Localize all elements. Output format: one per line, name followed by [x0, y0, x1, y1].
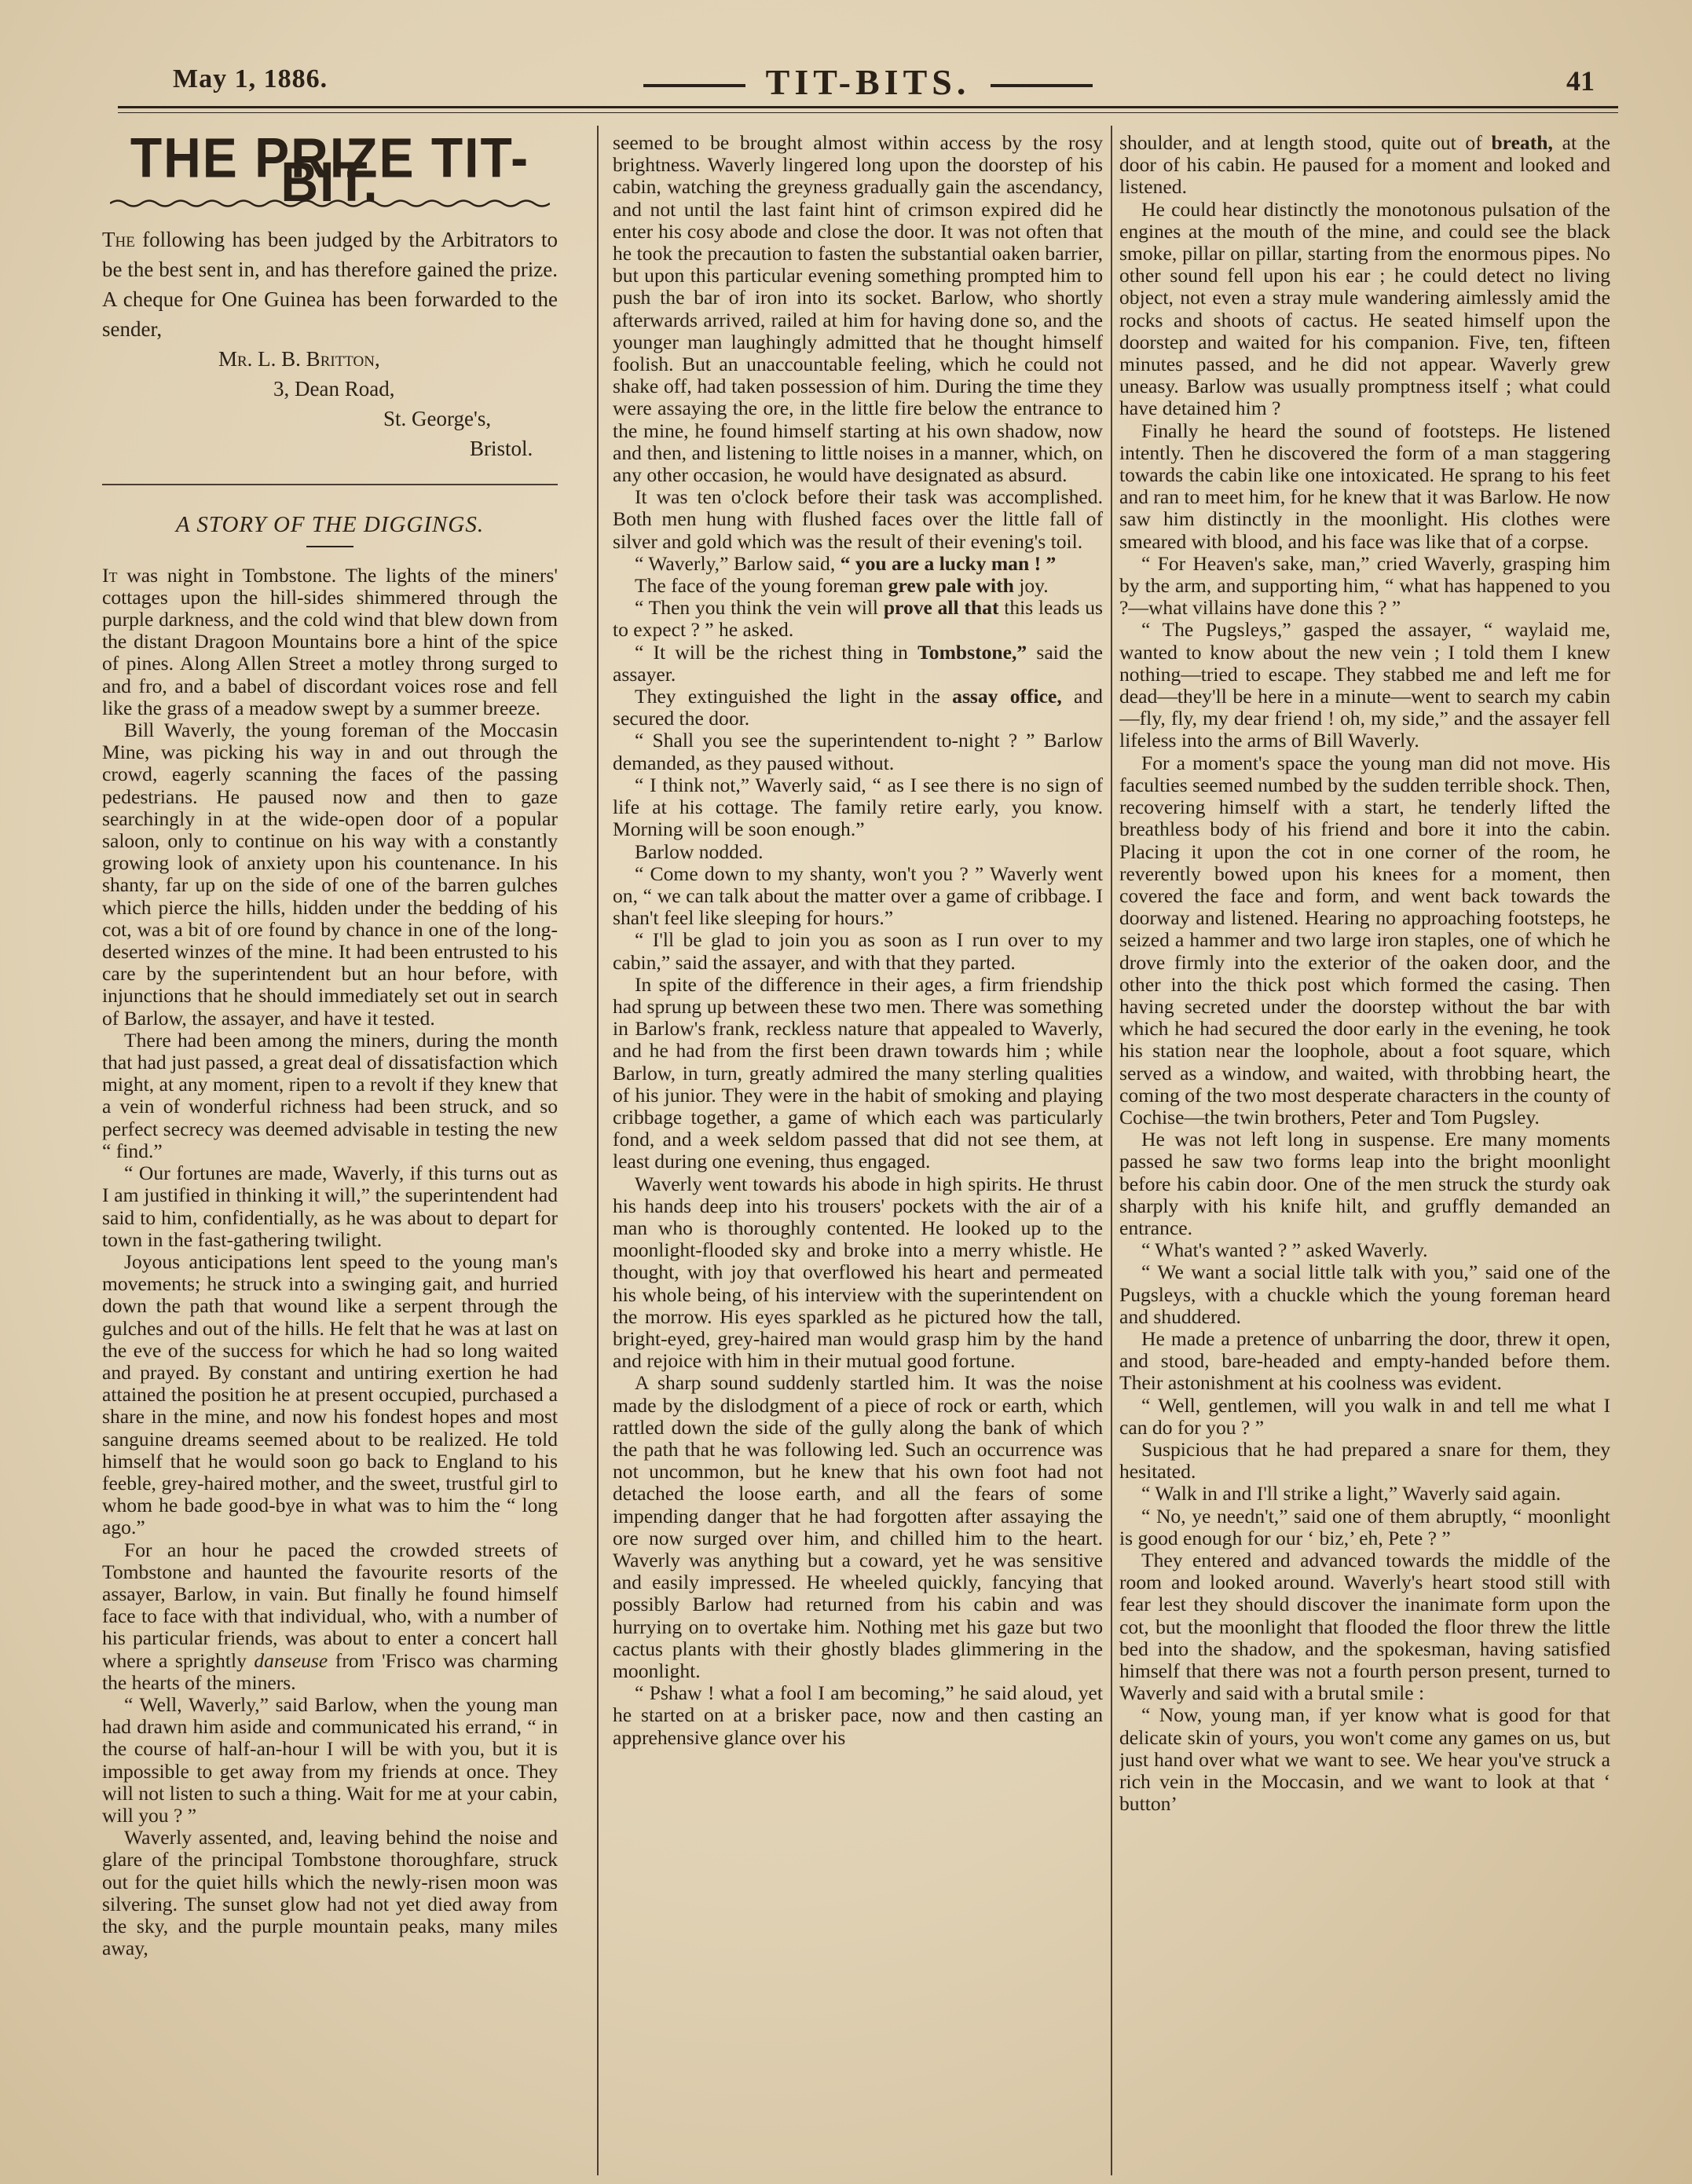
column-2	[613, 132, 1103, 2174]
title-underline	[306, 546, 353, 547]
paragraph: Bill Waverly, the young foreman of the Moccasin Mine, was picking his way in and out through the crowd, eagerly scanning the faces of the passing pedestrians. He paused now and then to gaze searchingly in at the wide-open door of a popular saloon, only to continue on his way with a constantly growing look of anxiety upon his countenance. In his shanty, far up on the side of one of the barren gulches which pierce the hills, hidden under the bedding of his cot, was a bit of ore found by chance in one of the long-deserted winzes of the mine. It had been entrusted to his care by the superintendent but an hour before, with injunctions that he should immediately set out in search of Barlow, the assayer, and have it tested.	[102, 719, 558, 1030]
paragraph: He was not left long in suspense. Ere many moments passed he saw two forms leap into the bright moonlight before his cabin door. One of the men struck the sturdy oak sharply with his knife hilt, and gruffly demanded an entrance.	[1119, 1128, 1610, 1239]
bold-text: Tombstone,”	[917, 640, 1027, 664]
paragraph: seemed to be brought almost within access by the rosy brightness. Waverly lingered long upon the doorstep of his cabin, watching the greyness gradually gain the ascendancy, and not until the last faint hint of crimson expired did he enter his cosy abode and close the door. It was not often that he took the precaution to fasten the substantial oaken barrier, but upon this particular evening something prompted him to push the bar of iron into its socket. Barlow, who shortly afterwards arrived, railed at him for having done so, and the younger man laughingly admitted that he thought himself foolish. But an unaccountable feeling, which he could not shake off, had taken possession of him. During the time they were assaying the ore, in the little fire below the entrance to the mine, he found himself starting at his own shadow, now and then, and listening to little noises in a manner, which, on any other occasion, he would have designated as absurd.	[613, 132, 1103, 487]
header-rule-thick	[118, 106, 1618, 108]
sender-address	[102, 344, 558, 463]
paragraph: Barlow nodded.	[635, 840, 764, 863]
paragraph-text: “ Then you think the vein will	[635, 596, 879, 620]
paragraph-text: this leads us to expect ? ” he asked.	[613, 596, 1103, 642]
paragraph: “ I'll be glad to join you as soon as I run over to my cabin,” said the assayer, and with that they parted.	[613, 928, 1103, 974]
paragraph: “ Pshaw ! what a fool I am becoming,” he said aloud, yet he started on at a brisker pace, now and then casting an apprehensive glance over his	[613, 1681, 1103, 1749]
section-divider	[102, 484, 558, 485]
paragraph	[102, 1539, 558, 1694]
paragraph: “ Walk in and I'll strike a light,” Waverly said again.	[1141, 1482, 1562, 1505]
paragraph-text: For an hour he paced the crowded streets of Tombstone and haunted the favourite resorts of the assayer, Barlow, in vain. But finally he found himself face to face with that individual, who, with a number of his particular friends, was about to enter a concert hall where a sprightly	[102, 1538, 558, 1672]
paragraph: Joyous anticipations lent speed to the young man's movements; he struck into a swinging gait, and hurried down the path that wound like a serpent through the gulches and out of the hills. He felt that he was at last on the eve of the success for which he had so long waited and prayed. By constant and untiring exertion he had attained the position he at present occupied, purchased a share in the mine, and now his fondest hopes and most sanguine dreams seemed about to be realized. He told himself that he would soon go back to England to his feeble, grey-haired mother, and the sweet, trustful girl to whom he bade good-bye in what was to him the “ long ago.”	[102, 1249, 558, 1539]
header-rule-thin	[118, 112, 1618, 113]
paragraph-text: was night in Tombstone. The lights of the miners' cottages upon the hill-sides shimmered through the purple darkness, and the cold wind that blew down from the distant Dragoon Mountains bore a hint of the spice of pines. Along Allen Street a motley throng surged to and fro, and a babel of discordant voices rose and fell like the grass of a meadow swept by a summer breeze.	[102, 563, 558, 719]
paragraph: “ No, ye needn't,” said one of them abruptly, “ moonlight is good enough for our ‘ biz,’ eh, Pete ? ”	[1119, 1504, 1610, 1549]
paragraph: “ Come down to my shanty, won't you ? ” Waverly went on, “ we can talk about the matter over a game of cribbage. I shan't feel like sleeping for hours.”	[613, 862, 1103, 930]
paragraph: “ What's wanted ? ” asked Waverly.	[1141, 1238, 1428, 1262]
paragraph: In spite of the difference in their ages, a firm friendship had sprung up between these two men. There was something in Barlow's frank, reckless nature that appealed to Waverly, and he had from the first been drawn towards him ; while Barlow, in turn, greatly admired the many sterling qualities of his junior. They were in the habit of smoking and playing cribbage together, a game of which each was particularly fond, and a week seldom passed that did not see them, at least during one evening, thus engaged.	[613, 972, 1103, 1173]
masthead-rule-left	[643, 84, 745, 87]
paragraph-text: said the assayer.	[613, 640, 1103, 686]
paragraph: “ Shall you see the superintendent to-night ? ” Barlow demanded, as they paused without.	[613, 729, 1103, 774]
issue-date: May 1, 1886.	[173, 64, 328, 93]
column-3	[1119, 132, 1610, 2174]
masthead	[118, 61, 1618, 103]
paragraph	[102, 565, 558, 719]
paragraph: It was ten o'clock before their task was accomplished. Both men hung with flushed faces over the little fall of silver and gold which was the result of their evening's toil.	[613, 485, 1103, 553]
paragraph: There had been among the miners, during the month that had just passed, a great deal of dissatisfaction which might, at any moment, ripen to a revolt if they knew that a vein of wonderful richness had been struck, and so perfect secrecy was deemed advisable in testing the new “ find.”	[102, 1028, 558, 1162]
intro-text: following has been judged by the Arbitrators to be the best sent in, and has therefore gained the prize. A cheque for One Guinea has been forwarded to the sender,	[102, 228, 558, 342]
intro-first-word: The	[102, 228, 135, 252]
paragraph-text: The face of the young foreman	[635, 574, 884, 598]
paragraph-text: at the door of his cabin. He paused for a moment and looked and listened.	[1119, 132, 1610, 199]
paragraph-text: and secured the door.	[613, 685, 1103, 730]
masthead-title: TIT-BITS.	[765, 62, 971, 102]
paragraph: He could hear distinctly the monotonous pulsation of the engines at the mouth of the mine, and could see the black smoke, pillar on pillar, starting from the enormous pipes. No other sound fell upon his ear ; he could detect no living object, not even a stray mule wandering aimlessly amid the rocks and shoots of cactus. He seated himself upon the doorstep and waited for his companion. Five, ten, fifteen minutes passed, and he did not appear. Waverly grew uneasy. Barlow was usually promptness itself ; what could have detained him ?	[1119, 197, 1610, 420]
paragraph	[1119, 132, 1610, 199]
paragraph: A sharp sound suddenly startled him. It was the noise made by the dislodgment of a piece of rock or earth, which rattled down the side of the gully along the bank of which the path that he was following led. Such an occurrence was not uncommon, but he knew that his own foot had not detached the loose earth, and all the fears of some impending danger that he had forgotten after assaying the ore now surged over him, and chilled him to the heart. Waverly was anything but a coward, yet he was sensitive and easily impressed. He wheeled quickly, fancying that possibly Barlow had returned from his cabin and was hurrying on to overtake him. Nothing met his gaze but two cactus plants with their ghostly blades glimmering in the moonlight.	[613, 1371, 1103, 1683]
italic-word: danseuse	[254, 1648, 328, 1672]
address-line-1: 3, Dean Road,	[273, 377, 395, 401]
bold-text: breath,	[1491, 132, 1553, 154]
bold-text: assay office,	[952, 685, 1062, 708]
paragraph: “ Well, gentlemen, will you walk in and tell me what I can do for you ? ”	[1119, 1393, 1610, 1439]
paragraph	[613, 642, 1103, 686]
story-first-word: It	[102, 563, 118, 587]
paragraph-text: joy.	[1019, 574, 1049, 598]
paragraph-text: They extinguished the light in the	[635, 685, 940, 708]
paragraph-text: from 'Frisco was charming the hearts of the miners.	[102, 1648, 558, 1694]
paragraph: “ Our fortunes are made, Waverly, if this turns out as I am justified in thinking it will,” the superintendent had said to him, confidentially, as he was about to depart for town in the fast-gathering twilight.	[102, 1162, 558, 1251]
sender-name: Mr. L. B. Britton,	[218, 347, 380, 371]
paragraph	[613, 575, 1103, 597]
page-number: 41	[1566, 65, 1595, 97]
paragraph: “ Now, young man, if yer know what is good for that delicate skin of yours, you won't come any games on us, but just hand over what we want to see. We hear you've struck a rich vein in the Moccasin, and we want to look at that ‘ button’	[1119, 1703, 1610, 1816]
paragraph: He made a pretence of unbarring the door, threw it open, and stood, bare-headed and empty-handed before them. Their astonishment at his coolness was evident.	[1119, 1326, 1610, 1395]
column-divider-1	[597, 126, 599, 2175]
address-line-2: St. George's,	[383, 407, 492, 431]
address-line-3: Bristol.	[470, 437, 533, 461]
paragraph: “ Well, Waverly,” said Barlow, when the young man had drawn him aside and communicated his errand, “ in the course of half-an-hour I will be with you, but it is impossible to get away from my friends at once. They will not listen to such a thing. Wait for me at your cabin, will you ? ”	[102, 1692, 558, 1827]
paragraph-text: “ It will be the richest thing in	[635, 640, 908, 664]
paragraph: “ The Pugsleys,” gasped the assayer, “ waylaid me, wanted to know about the new vein ; I told them I knew nothing—tried to escape. They stabbed me and left me for dead—they'll be here in a minute—went to search my cabin—fly, fly, my dear friend ! oh, my side,” and the assayer fell lifeless into the arms of Bill Waverly.	[1119, 618, 1610, 752]
prize-intro	[102, 225, 558, 344]
paragraph: They entered and advanced towards the middle of the room and looked around. Waverly's heart stood still with fear lest they should discover the inanimate form upon the cot, but the moonlight that flooded the floor threw the little bed into the shadow, and the spokesman, having satisfied himself that there was not a fourth person present, turned to Waverly and said with a brutal smile :	[1119, 1549, 1610, 1705]
masthead-rule-right	[991, 84, 1093, 87]
bold-text: grew pale with	[888, 574, 1014, 598]
paragraph: Finally he heard the sound of footsteps. He listened intently. Then he discovered the form of a man staggering towards the cabin like one intoxicated. He sprang to his feet and ran to meet him, for he knew that it was Barlow. He now saw him distinctly in the moonlight. His clothes were smeared with blood, and his face was like that of a corpse.	[1119, 419, 1610, 553]
paragraph: Waverly went towards his abode in high spirits. He thrust his hands deep into his trousers' pockets with the air of a man who is thoroughly contented. He looked up to the moonlight-flooded sky and broke into a merry whistle. He thought, with joy that overflowed his heart and permeated his whole being, of his interview with the superintendent on the morrow. His eyes sparkled as he pictured how the tall, bright-eyed, grey-haired man would grasp him by the hand and rejoice with him in their mutual good fortune.	[613, 1172, 1103, 1373]
prize-heading: THE PRIZE TIT-BIT.	[130, 132, 530, 214]
column-divider-2	[1111, 126, 1112, 2175]
paragraph-text: “ Waverly,” Barlow said,	[635, 551, 836, 575]
paragraph	[613, 553, 1103, 575]
paragraph: For a moment's space the young man did not move. His faculties seemed numbed by the sudden terrible shock. Then, recovering himself with a start, he tenderly lifted the breathless body of his friend and bore it into the cabin. Placing it upon the cot in one corner of the room, he reverently bowed upon his knees for a moment, then covered the face and form, and went back towards the doorway and listened. Hearing no approaching footsteps, he seized a hammer and two large iron staples, one of which he drove firmly into the exterior of the oaken door, and the other into the thick post which formed the casing. Then having secreted under the doorstep without the bar with which he had secured the door early in the evening, he took his station near the loophole, about a foot square, which served as a window, and waited, with throbbing heart, the coming of the two most desperate characters in the county of Cochise—the twin brothers, Peter and Tom Pugsley.	[1119, 751, 1610, 1129]
column-1	[102, 132, 558, 2174]
paragraph-text: shoulder, and at length stood, quite out of	[1119, 132, 1482, 154]
paragraph: “ For Heaven's sake, man,” cried Waverly, grasping him by the arm, and supporting him, “ what has happened to you ?—what villains have done this ? ”	[1119, 551, 1610, 620]
bold-text: prove all that	[883, 596, 999, 620]
paragraph: Suspicious that he had prepared a snare for them, they hesitated.	[1119, 1437, 1610, 1483]
paragraph	[613, 597, 1103, 641]
paragraph: Waverly assented, and, leaving behind the noise and glare of the principal Tombstone thoroughfare, struck out for the quiet hills which the newly-risen moon was silvering. The sunset glow had not yet died away from the sky, and the purple mountain peaks, many miles away,	[102, 1826, 558, 1960]
story-title: A STORY OF THE DIGGINGS.	[175, 512, 485, 538]
paragraph: “ We want a social little talk with you,” said one of the Pugsleys, with a chuckle which the young foreman heard and shuddered.	[1119, 1260, 1610, 1328]
page-header	[118, 55, 1618, 110]
bold-text: “ you are a lucky man ! ”	[840, 551, 1057, 575]
paragraph: “ I think not,” Waverly said, “ as I see there is no sign of life at his cottage. The family retire early, you know. Morning will be soon enough.”	[613, 773, 1103, 841]
paragraph	[613, 686, 1103, 730]
